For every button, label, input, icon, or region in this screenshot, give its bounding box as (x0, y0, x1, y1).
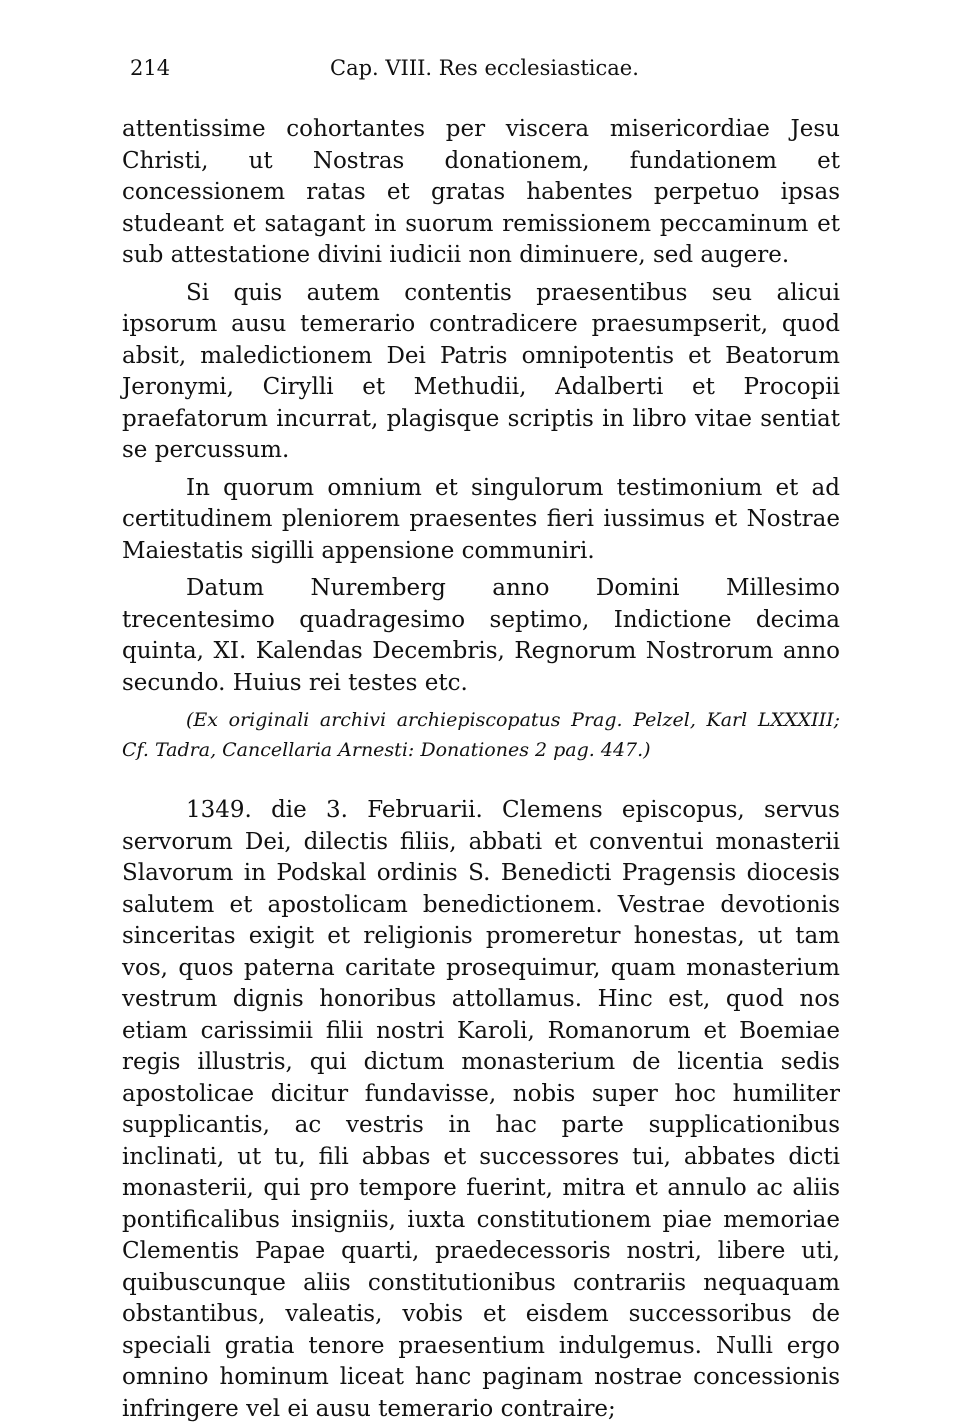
source-note: (Ex originali archivi archiepiscopatus Prag. Pelzel, Karl LXXXIII; Cf. Tadra, Cancellaria Arnesti: Donationes 2 pag. 447.) (122, 709, 840, 761)
paragraph-continuation: attentissime cohortantes per viscera misericordiae Jesu Christi, ut Nostras donationem, fundationem et concessionem ratas et gratas habentes perpetuo ipsas studeant et satagant in suorum remissionem peccaminum et sub attestatione divini iudicii non diminuere, sed augere. (122, 116, 840, 268)
chapter-title: Cap. VIII. Res ecclesiasticae. (330, 56, 639, 80)
page-number: 214 (130, 56, 171, 80)
paragraph-curse-clause: Si quis autem contentis praesentibus seu alicui ipsorum ausu temerario contradicere praesumpserit, quod absit, maledictionem Dei Patris omnipotentis et Beatorum Jeronymi, Cirylli et Methudii, Adalberti et Procopii praefatorum incurrat, plagisque scriptis in libro vitae sentiat se percussum. (122, 279, 840, 463)
papal-letter-1349: 1349. die 3. Februarii. Clemens episcopus, servus servorum Dei, dilectis filiis, abbati et conventui monasterii Slavorum in Podskal ordinis S. Benedicti Pragensis diocesis salutem et apostolicam benedictionem. Vestrae devotionis sinceritas exigit et religionis promeretur honestas, ut tam vos, quos paterna caritate prosequimur, quam monasterium vestrum dignis honoribus attollamus. Hinc est, quod nos etiam carissimii filii nostri Karoli, Romanorum et Boemiae regis illustris, qui dictum monasterium de licentia sedis apostolicae dicitur fundavisse, nobis super hoc humiliter supplicantis, ac vestris in hac parte supplicationibus inclinati, ut tu, fili abbas et successores tui, abbates dicti monasterii, qui pro tempore fuerint, mitra et annulo ac aliis pontificalibus insigniis, iuxta constitutionem piae memoriae Clementis Papae quarti, praedecessoris nostri, libere uti, quibuscunque aliis constitutionibus contrariis nequaquam obstantibus, valeatis, vobis et eisdem successoribus de speciali gratia tenore praesentium indulgemus. Nulli ergo omnino hominum liceat hanc paginam nostrae concessionis infringere vel ei ausu temerario contraire; (122, 797, 840, 1422)
paragraph-testimony: In quorum omnium et singulorum testimonium et ad certitudinem pleniorem praesentes fieri iussimus et Nostrae Maiestatis sigilli appensione communiri. (122, 474, 840, 564)
book-page (122, 56, 840, 1425)
paragraph-dating: Datum Nuremberg anno Domini Millesimo trecentesimo quadragesimo septimo, Indictione decima quinta, XI. Kalendas Decembris, Regnorum Nostrorum anno secundo. Huius rei testes etc. (122, 575, 840, 696)
running-head (122, 56, 840, 90)
